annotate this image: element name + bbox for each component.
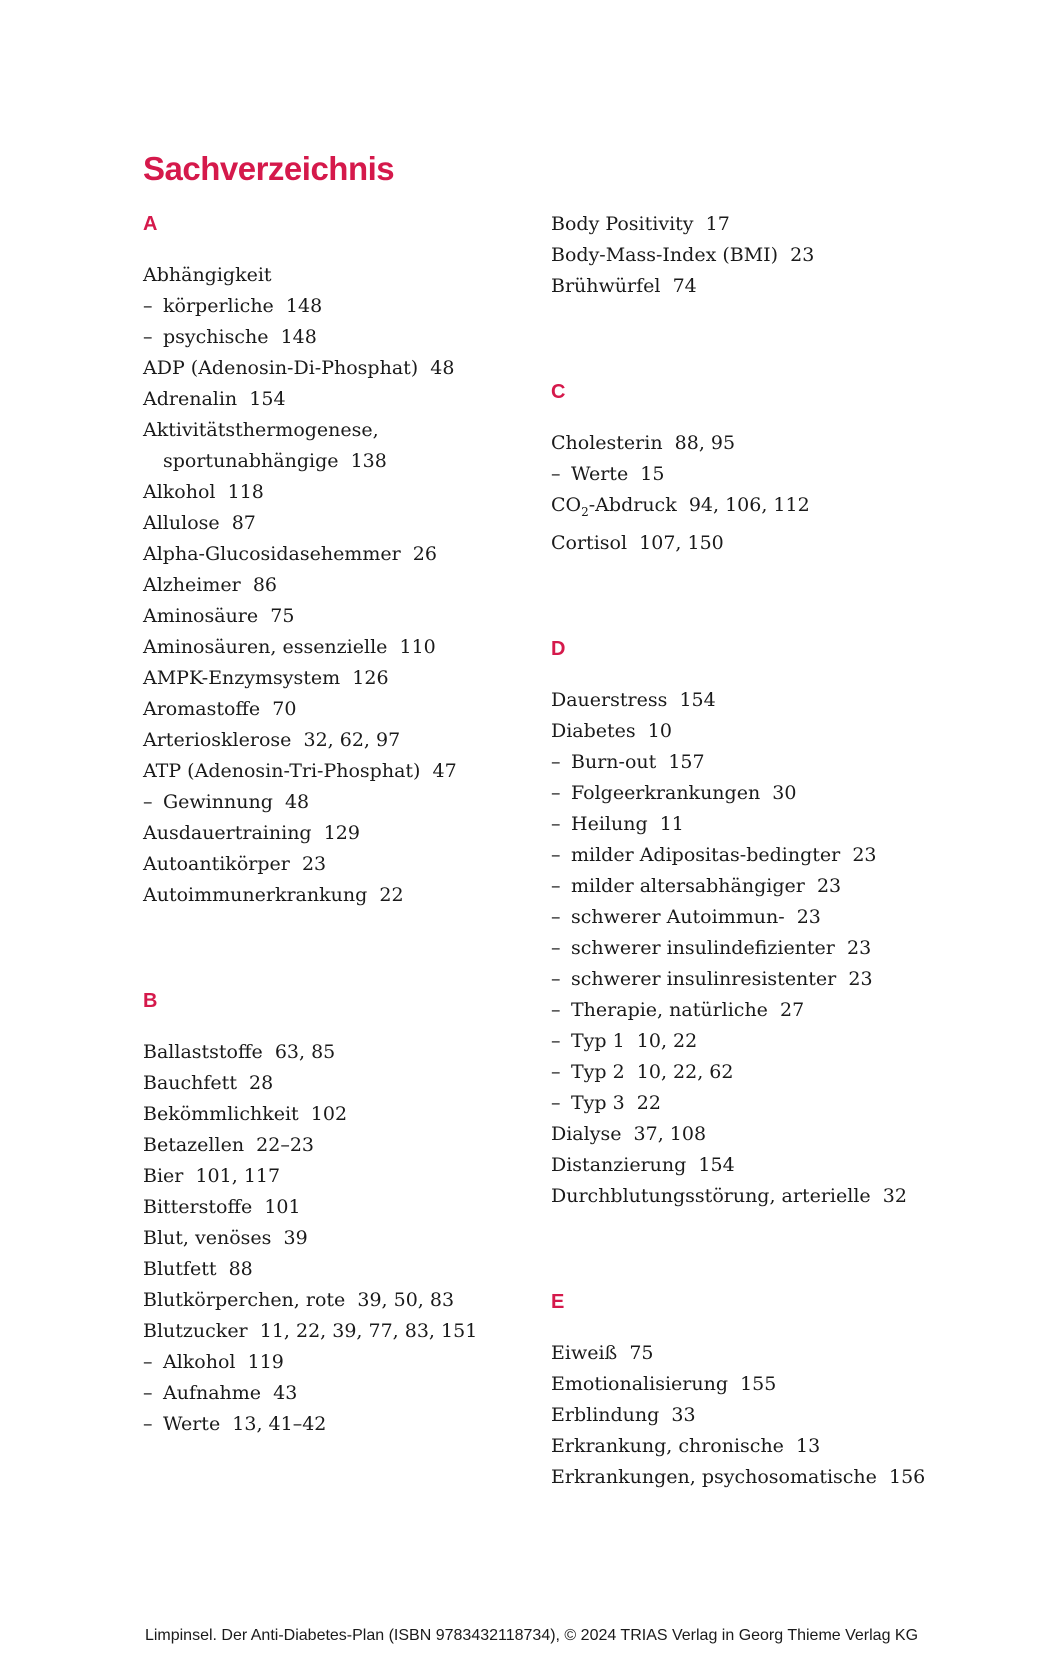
index-subentry	[551, 1088, 951, 1119]
index-entry	[143, 1099, 543, 1130]
section-letter: E	[551, 1290, 565, 1313]
index-column-right	[551, 209, 951, 1493]
entry-term: Aufnahme	[163, 1382, 262, 1404]
index-subentry	[143, 1409, 543, 1440]
entry-term: schwerer insulindefizienter	[571, 936, 835, 959]
entry-pages: 22	[379, 884, 404, 906]
index-section-c	[551, 377, 951, 559]
dash: –	[551, 750, 561, 773]
dash: –	[143, 1413, 153, 1435]
entry-term: Ausdauertraining	[143, 822, 312, 844]
entry-term: Durchblutungsstörung, arterielle	[551, 1184, 871, 1207]
entry-term: ADP (Adenosin-Di-Phosphat)	[143, 357, 419, 379]
index-entry	[551, 1400, 951, 1431]
index-subentry	[551, 964, 951, 995]
entry-term: AMPK-Enzymsystem	[143, 667, 341, 689]
index-column-left	[143, 209, 543, 1440]
entry-pages: 47	[432, 760, 457, 782]
index-entry	[143, 539, 543, 570]
entry-term: ATP (Adenosin-Tri-Phosphat)	[143, 760, 421, 782]
entry-pages: 48	[430, 357, 455, 379]
entry-term: Therapie, natürliche	[571, 998, 768, 1021]
entry-term: Blutkörperchen, rote	[143, 1289, 346, 1311]
entry-pages: 138	[350, 450, 387, 472]
index-subentry	[143, 1347, 543, 1378]
dash: –	[143, 1382, 153, 1404]
dash: –	[551, 463, 561, 485]
entry-list	[143, 260, 543, 911]
dash: –	[551, 1091, 561, 1114]
dash: –	[551, 967, 561, 990]
subscript: 2	[581, 504, 589, 519]
entry-term: Alzheimer	[143, 574, 241, 596]
entry-term: Dauerstress	[551, 688, 668, 711]
entry-pages: 22–23	[256, 1134, 315, 1156]
entry-pages: 23	[301, 853, 327, 875]
entry-pages: 48	[284, 791, 310, 813]
entry-term: Cholesterin	[551, 432, 663, 454]
index-subentry	[551, 840, 951, 871]
index-entry	[143, 353, 543, 384]
index-entry	[551, 428, 951, 459]
entry-term: Cortisol	[551, 531, 628, 554]
entry-pages: 26	[412, 543, 437, 565]
entry-term: Brühwürfel	[551, 275, 661, 297]
dash: –	[143, 295, 153, 317]
entry-term: Allulose	[143, 512, 220, 534]
entry-term: milder altersabhängiger	[571, 874, 805, 897]
entry-pages: 13	[796, 1434, 821, 1457]
entry-pages: 15	[640, 463, 665, 485]
index-entry	[143, 1316, 543, 1347]
entry-term: Dialyse	[551, 1122, 622, 1145]
entry-pages: 32, 62, 97	[303, 729, 401, 751]
index-entry	[551, 1369, 951, 1400]
entry-pages: 154	[698, 1153, 735, 1176]
entry-pages: 11	[659, 812, 684, 835]
index-subentry	[551, 933, 951, 964]
entry-term: Typ 3	[571, 1091, 625, 1114]
entry-term: Blutzucker	[143, 1320, 248, 1342]
index-entry	[551, 528, 951, 559]
entry-term: schwerer insulinresistenter	[571, 967, 837, 990]
index-entry	[143, 818, 543, 849]
index-entry	[143, 1068, 543, 1099]
index-entry	[143, 725, 543, 756]
entry-pages: 70	[272, 698, 297, 720]
index-entry	[551, 716, 951, 747]
index-entry	[143, 1130, 543, 1161]
entry-term: Typ 1	[571, 1029, 625, 1052]
index-entry	[143, 415, 543, 477]
entry-term: Emotionalisierung	[551, 1372, 728, 1395]
entry-term: Ballaststoffe	[143, 1041, 263, 1063]
index-section-a	[143, 209, 543, 911]
index-section-b	[143, 986, 543, 1440]
index-subentry	[551, 995, 951, 1026]
index-section-d	[551, 634, 951, 1212]
entry-list	[551, 428, 951, 559]
index-subentry	[143, 291, 543, 322]
entry-pages: 23	[816, 874, 842, 897]
entry-pages: 154	[679, 688, 716, 711]
entry-term: Blut, venöses	[143, 1227, 272, 1249]
dash: –	[143, 791, 153, 813]
entry-term: Heilung	[571, 812, 648, 835]
entry-term: $CO_2$-Abdruck	[551, 494, 677, 519]
index-section-e	[551, 1287, 951, 1493]
entry-pages: 43	[273, 1382, 298, 1404]
index-entry	[143, 632, 543, 663]
entry-term: Adrenalin	[143, 388, 238, 410]
entry-term: Typ 2	[571, 1060, 625, 1083]
entry-term: psychische	[163, 326, 269, 348]
index-subentry	[551, 1026, 951, 1057]
dash: –	[551, 874, 561, 897]
entry-pages: 30	[772, 781, 797, 804]
entry-term: Eiweiß	[551, 1341, 618, 1364]
section-letter: A	[143, 213, 158, 235]
entry-term: Erkrankungen, psychosomatische	[551, 1465, 877, 1488]
entry-term: Werte	[163, 1413, 221, 1435]
entry-term: Bier	[143, 1165, 184, 1187]
entry-pages: 129	[323, 822, 360, 844]
entry-term: Distanzierung	[551, 1153, 687, 1176]
entry-term: Aktivitätsthermogenese,	[143, 419, 379, 441]
entry-term: Blutfett	[143, 1258, 217, 1280]
index-entry	[551, 1181, 951, 1212]
index-subentry	[551, 809, 951, 840]
index-entry	[143, 663, 543, 694]
index-entry	[551, 240, 951, 271]
entry-pages: 101	[264, 1196, 301, 1218]
entry-term: Folgeerkrankungen	[571, 781, 761, 804]
index-entry	[551, 1431, 951, 1462]
entry-pages: 27	[780, 998, 805, 1021]
index-entry	[551, 685, 951, 716]
entry-pages: 33	[671, 1403, 696, 1426]
entry-pages: 23	[852, 843, 877, 866]
index-subentry	[551, 778, 951, 809]
index-subentry	[551, 1057, 951, 1088]
entry-pages: 126	[352, 667, 389, 689]
index-section-b-continued	[551, 209, 951, 302]
index-entry	[551, 271, 951, 302]
entry-term: Aromastoffe	[143, 698, 261, 720]
index-entry	[143, 1254, 543, 1285]
index-subentry	[551, 459, 951, 490]
entry-term: Body Positivity	[551, 213, 694, 235]
dash: –	[551, 1029, 561, 1052]
index-entry	[143, 1223, 543, 1254]
entry-pages: 87	[231, 512, 256, 534]
index-entry	[551, 1462, 951, 1493]
index-entry	[551, 490, 951, 528]
entry-pages: 157	[668, 750, 705, 773]
entry-pages: 118	[227, 481, 264, 503]
entry-pages: 94, 106, 112	[688, 494, 810, 516]
index-entry	[143, 1161, 543, 1192]
index-entry	[143, 756, 543, 787]
entry-pages: 39	[283, 1227, 308, 1249]
entry-pages: 10	[647, 719, 672, 742]
section-letter: B	[143, 990, 158, 1012]
entry-pages: 148	[285, 295, 323, 317]
entry-list	[551, 1338, 951, 1493]
dash: –	[551, 781, 561, 804]
section-letter: C	[551, 381, 566, 403]
entry-pages: 37, 108	[633, 1122, 707, 1145]
entry-term: Alkohol	[143, 481, 216, 503]
index-entry	[551, 1338, 951, 1369]
dash: –	[551, 812, 561, 835]
entry-term: Aminosäure	[143, 605, 259, 627]
entry-pages: 39, 50, 83	[357, 1289, 455, 1311]
entry-pages: 155	[740, 1372, 777, 1395]
entry-pages: 107, 150	[639, 531, 724, 554]
index-entry	[143, 260, 543, 291]
entry-pages: 23	[846, 936, 872, 959]
entry-pages: 101, 117	[195, 1165, 281, 1187]
index-subentry	[551, 747, 951, 778]
entry-term: Abhängigkeit	[143, 264, 272, 286]
index-entry	[551, 1119, 951, 1150]
dash: –	[551, 843, 561, 866]
index-entry	[551, 1150, 951, 1181]
index-entry	[143, 1285, 543, 1316]
index-subentry	[143, 322, 543, 353]
entry-pages: 11, 22, 39, 77, 83, 151	[259, 1320, 478, 1342]
page-title: Sachverzeichnis	[143, 150, 395, 187]
entry-term: Bauchfett	[143, 1072, 237, 1094]
entry-term: Bekömmlichkeit	[143, 1103, 299, 1125]
entry-term: Arteriosklerose	[143, 729, 292, 751]
index-entry	[143, 1037, 543, 1068]
entry-pages: 10, 22, 62	[636, 1060, 734, 1083]
index-entry	[143, 477, 543, 508]
entry-list	[551, 685, 951, 1212]
entry-pages: 110	[399, 636, 436, 658]
dash: –	[551, 1060, 561, 1083]
entry-pages: 13, 41–42	[232, 1413, 327, 1435]
index-entry	[551, 209, 951, 240]
entry-term: Body-Mass-Index (BMI)	[551, 244, 779, 266]
entry-list	[143, 1037, 543, 1440]
entry-term: Diabetes	[551, 719, 636, 742]
entry-pages: 75	[270, 605, 295, 627]
entry-pages: 102	[310, 1103, 348, 1125]
entry-term: Burn-out	[571, 750, 657, 773]
entry-pages: 119	[247, 1351, 284, 1373]
index-entry	[143, 1192, 543, 1223]
entry-pages: 88	[228, 1258, 253, 1280]
entry-term: Betazellen	[143, 1134, 245, 1156]
index-entry	[143, 601, 543, 632]
entry-pages: 23	[790, 244, 815, 266]
entry-term: milder Adipositas-bedingter	[571, 843, 841, 866]
entry-pages: 74	[672, 275, 697, 297]
dash: –	[551, 905, 561, 928]
entry-term: Alkohol	[163, 1351, 236, 1373]
entry-continuation	[143, 446, 543, 477]
entry-term: Erblindung	[551, 1403, 660, 1426]
entry-pages: 22	[636, 1091, 661, 1114]
entry-pages: 88, 95	[674, 432, 736, 454]
entry-term: Gewinnung	[163, 791, 273, 813]
entry-term: schwerer Autoimmun-	[571, 905, 785, 928]
index-subentry	[143, 787, 543, 818]
entry-term: Autoantikörper	[143, 853, 290, 875]
entry-term: Werte	[571, 463, 629, 485]
entry-pages: 148	[280, 326, 317, 348]
dash: –	[143, 1351, 153, 1373]
entry-pages: 23	[796, 905, 821, 928]
entry-pages: 86	[252, 574, 277, 596]
entry-pages: 28	[249, 1072, 274, 1094]
entry-pages: 156	[889, 1465, 926, 1488]
entry-pages: 154	[249, 388, 286, 410]
dash: –	[143, 326, 153, 348]
entry-term: Bitterstoffe	[143, 1196, 253, 1218]
dash: –	[551, 998, 561, 1021]
entry-pages: 10, 22	[636, 1029, 698, 1052]
entry-pages: 32	[882, 1184, 907, 1207]
index-subentry	[551, 871, 951, 902]
entry-term-cont: sportunabhängige	[163, 450, 339, 472]
section-letter: D	[551, 637, 566, 660]
entry-term: Erkrankung, chronische	[551, 1434, 784, 1457]
index-subentry	[143, 1378, 543, 1409]
entry-term: Autoimmunerkrankung	[143, 884, 368, 906]
index-subentry	[551, 902, 951, 933]
index-entry	[143, 384, 543, 415]
entry-term: Aminosäuren, essenzielle	[143, 636, 388, 658]
dash: –	[551, 936, 561, 959]
entry-term: Alpha-Glucosidasehemmer	[143, 543, 401, 565]
index-entry	[143, 849, 543, 880]
entry-list	[551, 209, 951, 302]
entry-pages: 63, 85	[274, 1041, 336, 1063]
index-entry	[143, 880, 543, 911]
index-entry	[143, 570, 543, 601]
entry-term: körperliche	[163, 295, 274, 317]
index-entry	[143, 508, 543, 539]
index-entry	[143, 694, 543, 725]
entry-pages: 75	[629, 1341, 654, 1364]
entry-pages: 23	[848, 967, 873, 990]
copyright-footer: Limpinsel. Der Anti-Diabetes-Plan (ISBN 9783432118734), © 2024 TRIAS Verlag in Georg Thieme Verlag KG	[144, 1627, 919, 1644]
entry-pages: 17	[705, 213, 730, 235]
